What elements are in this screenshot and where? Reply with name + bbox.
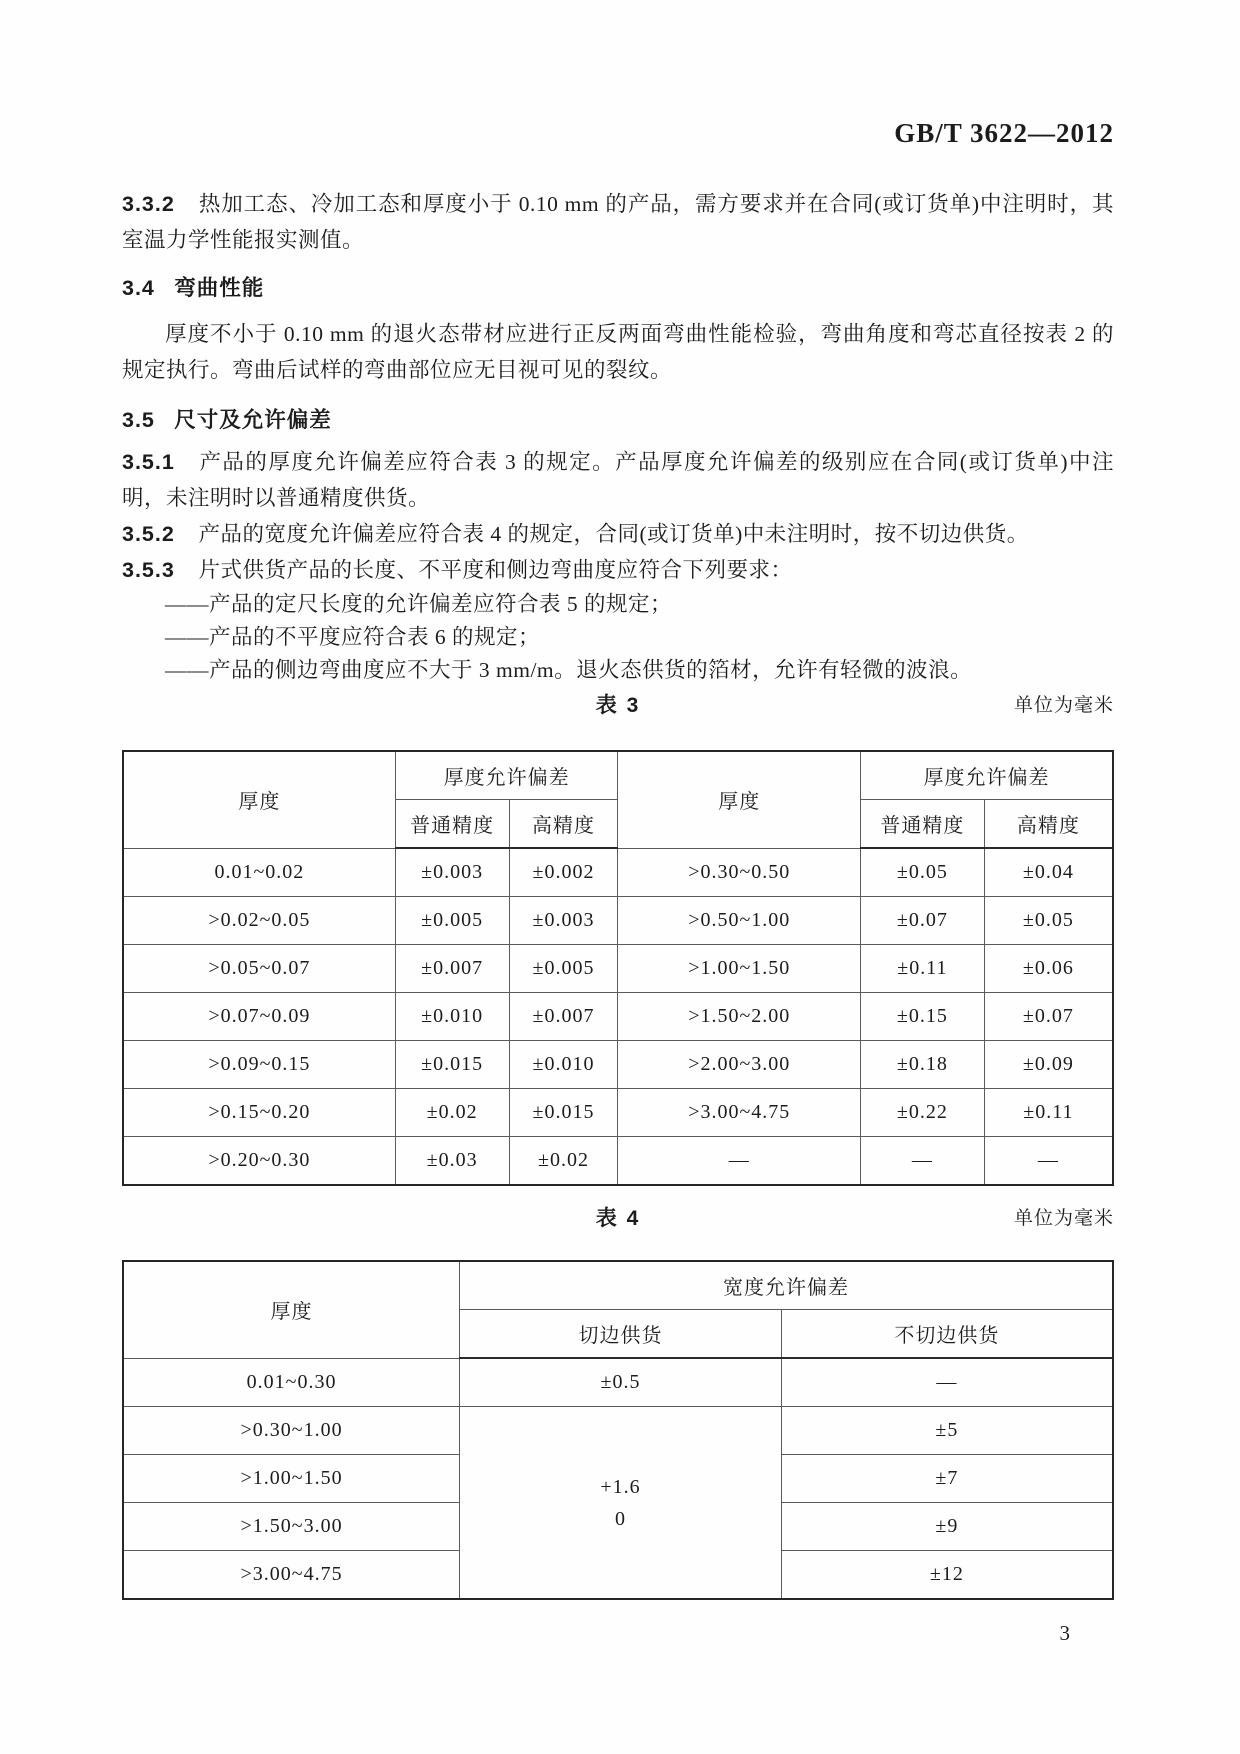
cell-thickness: >3.00~4.75	[123, 1551, 460, 1600]
heading-title: 尺寸及允许偏差	[174, 408, 332, 432]
cell-thickness: >0.07~0.09	[123, 993, 395, 1041]
cell-trimmed-merged	[460, 1407, 782, 1600]
heading-title: 弯曲性能	[174, 276, 265, 300]
cell-untrimmed: —	[781, 1358, 1113, 1407]
header-high-right: 高精度	[984, 800, 1113, 849]
cell-high: ±0.05	[984, 897, 1113, 945]
tolerance-minus: 0	[614, 1507, 626, 1530]
clause-number: 3.3.2	[122, 192, 175, 216]
cell-high: ±0.005	[509, 945, 618, 993]
cell-high: ±0.015	[509, 1089, 618, 1137]
cell-thickness: >1.00~1.50	[618, 945, 861, 993]
cell-high: ±0.02	[509, 1137, 618, 1186]
table-row	[123, 1041, 1113, 1089]
cell-normal: ±0.003	[395, 848, 509, 897]
table4-caption-row	[122, 1202, 1114, 1238]
cell-thickness: >2.00~3.00	[618, 1041, 861, 1089]
header-tolerance-right: 厚度允许偏差	[861, 751, 1113, 800]
cell-untrimmed: ±9	[781, 1503, 1113, 1551]
standard-number: GB/T 3622—2012	[894, 118, 1114, 148]
cell-normal: —	[861, 1137, 985, 1186]
cell-thickness: >0.05~0.07	[123, 945, 395, 993]
clause-3-5-2	[122, 516, 1114, 552]
table-row	[123, 1137, 1113, 1186]
cell-normal: ±0.07	[861, 897, 985, 945]
heading-3-5	[122, 402, 1114, 438]
table3-caption: 表 3	[595, 694, 641, 717]
clause-text: 产品的宽度允许偏差应符合表 4 的规定，合同(或订货单)中未注明时，按不切边供货。	[198, 522, 1029, 546]
cell-high: ±0.002	[509, 848, 618, 897]
clause-number: 3.5.3	[122, 558, 175, 582]
cell-thickness: >3.00~4.75	[618, 1089, 861, 1137]
clause-number: 3.5.2	[122, 522, 175, 546]
cell-thickness: >0.09~0.15	[123, 1041, 395, 1089]
header-normal-right: 普通精度	[861, 800, 985, 849]
table-row	[123, 897, 1113, 945]
cell-untrimmed: ±7	[781, 1455, 1113, 1503]
cell-thickness: —	[618, 1137, 861, 1186]
table-row	[123, 848, 1113, 897]
header-trimmed: 切边供货	[460, 1310, 782, 1359]
header-thickness-right: 厚度	[618, 751, 861, 848]
table-row	[123, 1358, 1113, 1407]
cell-high: ±0.010	[509, 1041, 618, 1089]
list-item: ——产品的侧边弯曲度应不大于 3 mm/m。退火态供货的箔材，允许有轻微的波浪。	[165, 658, 973, 682]
cell-normal: ±0.010	[395, 993, 509, 1041]
header-untrimmed: 不切边供货	[781, 1310, 1113, 1359]
cell-high: ±0.09	[984, 1041, 1113, 1089]
table3-caption-row	[122, 689, 1114, 725]
page-number: 3	[1059, 1621, 1070, 1645]
cell-normal: ±0.02	[395, 1089, 509, 1137]
cell-high: —	[984, 1137, 1113, 1186]
clause-text: 热加工态、冷加工态和厚度小于 0.10 mm 的产品，需方要求并在合同(或订货单)中注明时，其室温力学性能报实测值。	[122, 192, 1114, 252]
table-row	[123, 1407, 1113, 1455]
table-row	[123, 945, 1113, 993]
cell-normal: ±0.11	[861, 945, 985, 993]
cell-high: ±0.003	[509, 897, 618, 945]
cell-thickness: 0.01~0.02	[123, 848, 395, 897]
cell-untrimmed: ±12	[781, 1551, 1113, 1600]
clause-3-4-body: 厚度不小于 0.10 mm 的退火态带材应进行正反两面弯曲性能检验，弯曲角度和弯芯直径按表 2 的规定执行。弯曲后试样的弯曲部位应无目视可见的裂纹。	[122, 322, 1114, 382]
clause-number: 3.4	[122, 276, 155, 300]
cell-thickness: >1.50~3.00	[123, 1503, 460, 1551]
cell-thickness: >0.30~0.50	[618, 848, 861, 897]
cell-normal: ±0.03	[395, 1137, 509, 1186]
cell-normal: ±0.18	[861, 1041, 985, 1089]
cell-thickness: >0.20~0.30	[123, 1137, 395, 1186]
header-high-left: 高精度	[509, 800, 618, 849]
cell-normal: ±0.22	[861, 1089, 985, 1137]
cell-normal: ±0.007	[395, 945, 509, 993]
cell-thickness: >0.15~0.20	[123, 1089, 395, 1137]
cell-thickness: >1.50~2.00	[618, 993, 861, 1041]
cell-high: ±0.06	[984, 945, 1113, 993]
header-thickness: 厚度	[123, 1261, 460, 1358]
header-tolerance-left: 厚度允许偏差	[395, 751, 618, 800]
header-normal-left: 普通精度	[395, 800, 509, 849]
tolerance-stack	[464, 1476, 777, 1530]
cell-high: ±0.07	[984, 993, 1113, 1041]
cell-thickness: 0.01~0.30	[123, 1358, 460, 1407]
cell-high: ±0.007	[509, 993, 618, 1041]
cell-thickness: >0.02~0.05	[123, 897, 395, 945]
cell-thickness: >0.50~1.00	[618, 897, 861, 945]
clause-3-3-2	[122, 186, 1114, 258]
cell-high: ±0.04	[984, 848, 1113, 897]
table4-width-tolerance	[122, 1260, 1114, 1600]
cell-normal: ±0.05	[861, 848, 985, 897]
cell-normal: ±0.015	[395, 1041, 509, 1089]
heading-3-4	[122, 270, 1114, 306]
table4-caption: 表 4	[595, 1207, 641, 1230]
cell-high: ±0.11	[984, 1089, 1113, 1137]
cell-normal: ±0.15	[861, 993, 985, 1041]
clause-text: 片式供货产品的长度、不平度和侧边弯曲度应符合下列要求：	[198, 558, 793, 582]
table-header-row	[123, 751, 1113, 800]
header-thickness-left: 厚度	[123, 751, 395, 848]
clause-text: 产品的厚度允许偏差应符合表 3 的规定。产品厚度允许偏差的级别应在合同(或订货单)中注明，未注明时以普通精度供货。	[122, 450, 1114, 510]
cell-normal: ±0.005	[395, 897, 509, 945]
requirement-list	[122, 588, 1114, 687]
clause-3-5-1	[122, 444, 1114, 516]
clause-3-5-3	[122, 552, 1114, 588]
cell-trimmed: ±0.5	[460, 1358, 782, 1407]
cell-thickness: >0.30~1.00	[123, 1407, 460, 1455]
table-header-row	[123, 1261, 1113, 1310]
cell-untrimmed: ±5	[781, 1407, 1113, 1455]
cell-thickness: >1.00~1.50	[123, 1455, 460, 1503]
list-item: ——产品的不平度应符合表 6 的规定；	[165, 625, 541, 649]
table3-thickness-tolerance	[122, 750, 1114, 1186]
clause-number: 3.5.1	[122, 450, 175, 474]
list-item: ——产品的定尺长度的允许偏差应符合表 5 的规定；	[165, 592, 673, 616]
tolerance-plus: +1.6	[600, 1475, 641, 1498]
table4-unit-note: 单位为毫米	[1013, 1208, 1114, 1229]
table3-unit-note: 单位为毫米	[1013, 695, 1114, 716]
table-row	[123, 993, 1113, 1041]
table-row	[123, 1089, 1113, 1137]
clause-number: 3.5	[122, 408, 155, 432]
header-width-tolerance: 宽度允许偏差	[460, 1261, 1113, 1310]
